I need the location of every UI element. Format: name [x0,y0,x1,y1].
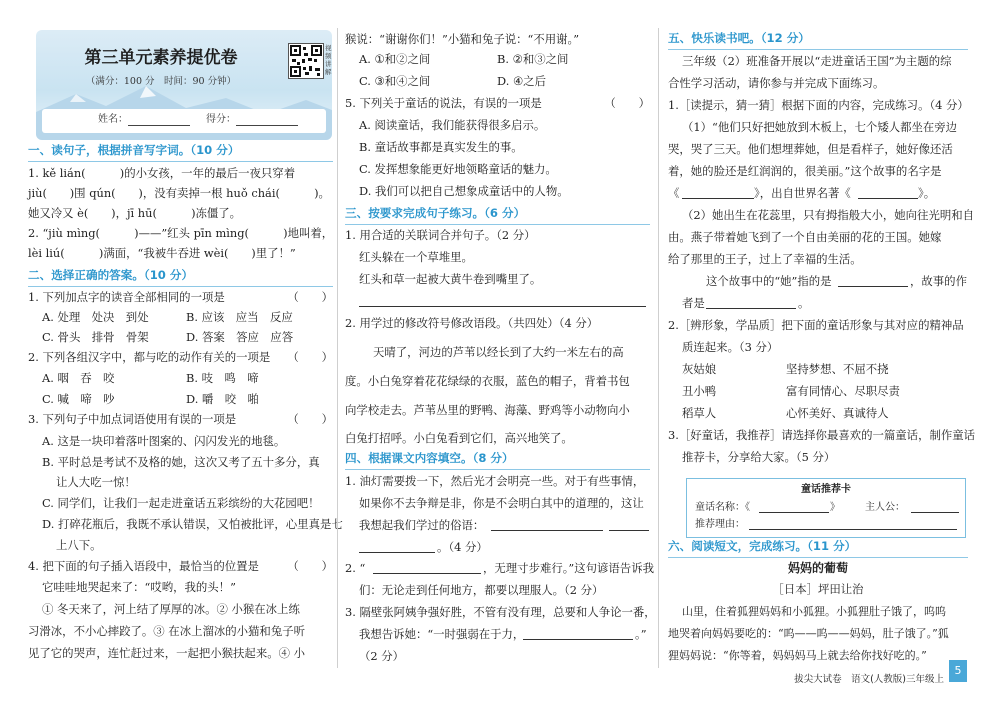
s5-q1-text-6: 给了那里的王子，过上了幸福的生活。 [668,252,862,266]
section-1-title: 一、读句子，根据拼音写字词。（10 分） [28,143,240,157]
s4-q3-line-1: 3. 隔壁张阿姨争强好胜，不管有没有理，总要和人争论一番， [345,605,656,619]
s5-q3: 3.［好童话，我推荐］请选择你最喜欢的一篇童话，制作童话 [668,428,976,442]
qr-video-tag: 视频讲解 [325,44,332,76]
story-title: 妈妈的葡萄 [787,561,848,575]
match-left-2[interactable]: 丑小鸭 [682,384,717,398]
s4-q1-score: 。（4 分） [437,540,488,554]
card-reason-label: 推荐理由： [695,519,745,530]
section-divider [345,224,650,225]
name-score-bar [42,109,326,133]
section-6-title: 六、阅读短文，完成练习。（11 分） [668,539,857,553]
header-card [36,30,332,140]
answer-paren[interactable]: （ ） [287,559,333,573]
column-left [28,0,343,707]
section-divider [668,49,968,50]
s5-q1-text-9: 者是 [682,296,705,310]
s2-q2-option-a[interactable]: A. 咽 吞 咬 [42,371,115,385]
story-line-2: 地哭着向妈妈要吃的：“呜——呜——妈妈，肚子饿了。”狐 [668,627,949,640]
s2-q2-option-d[interactable]: D. 嚼 咬 啪 [186,392,259,406]
s2-q4: 4. 把下面的句子插入语段中，最恰当的位置是 [28,559,259,573]
s2-q3-option-d-cont: 上八下。 [56,538,102,552]
s3-q1-answer-line[interactable] [359,306,646,307]
card-hero-label: 主人公： [865,502,905,513]
story-line-3: 狸妈妈说：“你等着，妈妈妈马上就去给你找好吃的。” [668,649,927,662]
s2-q1-option-b[interactable]: B. 应该 应当 反应 [186,310,293,324]
s5-q1-blank-story[interactable] [682,198,754,199]
s5-q2-cont: 质连起来。（3 分） [682,340,779,354]
s5-q2: 2.［辨形象，学品质］把下面的童话形象与其对应的精神品 [668,318,964,332]
s4-q3-end: 。” [635,627,647,641]
s2-q3-option-c[interactable]: C. 同学们，让我们一起走进童话五彩缤纷的大花园吧！ [42,496,320,510]
s5-q1-blank-author[interactable] [706,308,796,309]
s2-q4-option-a[interactable]: A. ①和②之间 [359,52,431,66]
s4-q1-blank-3[interactable] [359,552,435,553]
section-2-title: 二、选择正确的答案。（10 分） [28,268,194,282]
answer-paren[interactable]: （ ） [287,290,333,304]
card-name-label: 童话名称：《 [695,502,750,513]
page-footer: 拔尖大试卷 语文(人教版)三年级上 [794,674,944,685]
answer-paren[interactable]: （ ） [287,350,333,364]
answer-paren[interactable]: （ ） [604,96,650,110]
s4-q1-line-1: 1. 油灯需要拨一下，然后光才会明亮一些。对于有些事情， [345,474,645,488]
s2-q4-option-d[interactable]: D. ④之后 [497,74,546,88]
match-left-3[interactable]: 稻草人 [682,406,717,420]
s3-q1-sentence-2: 红头和草一起被大黄牛卷到嘴里了。 [359,272,542,286]
s1-line-1: 1. kě lián( )的小女孩，一年的最后一夜只穿着 [28,166,296,180]
s5-q1-text-7: 这个故事中的“她”指的是 [706,274,832,288]
card-hero-field[interactable] [911,512,959,513]
s2-q2: 2. 下列各组汉字中，都与吃的动作有关的一项是 [28,350,271,364]
s5-q1-text-2: 哭，哭了三天。他们想埋葬她，但是看样子，她好像还活 [668,142,953,156]
s5-intro-2: 合性学习活动，请你参与并完成下面练习。 [668,76,885,90]
score-field[interactable] [236,125,298,126]
s5-q1-blank-she[interactable] [838,286,908,287]
s3-q1: 1. 用合适的关联词合并句子。（2 分） [345,228,536,242]
s2-q4-sentence: 它哇哇地哭起来了：“哎哟，我的头！” [42,580,236,594]
recommendation-card [686,478,966,538]
column-right [668,0,976,707]
s4-q3-blank[interactable] [523,639,633,640]
s4-q1-blank-2[interactable] [609,530,649,531]
column-divider [658,28,659,668]
s2-q4-option-b[interactable]: B. ②和③之间 [497,52,569,66]
s5-q1-text-10: 。 [798,296,810,310]
card-reason-field[interactable] [749,529,957,530]
s2-q2-option-c[interactable]: C. 喊 啼 吵 [42,392,115,406]
s5-q1-text-4: （2）她出生在花蕊里，只有拇指般大小，她向往光明和自 [682,208,975,222]
s5-q1-text-1: （1）“他们只好把她放到木板上，七个矮人都坐在旁边 [682,120,958,134]
section-divider [345,469,650,470]
s2-q5-option-c[interactable]: C. 发挥想象能更好地领略童话的魅力。 [359,162,557,176]
s1-line-5: lèi liú( )满面，“我被牛吞进 wèi( )里了！” [28,246,296,260]
card-name-end: 》 [830,502,840,513]
s4-q2-rest: ，无理寸步难行。”这句谚语告诉我 [483,561,654,575]
s2-q3-option-d[interactable]: D. 打碎花瓶后，我既不承认错误，又怕被批评，心里真是七 [42,517,343,531]
s5-q3-cont: 推荐卡，分享给大家。（5 分） [682,450,836,464]
name-label: 姓名： [98,114,128,125]
s4-q2-start: 2. “ [345,561,366,575]
s1-line-3: 她又冷又 è( )，jī hū( )冻僵了。 [28,206,242,220]
section-divider [28,161,333,162]
s5-q1-text-3: 着，她的脸还是红润润的，很美丽。”这个故事的名字是 [668,164,942,178]
story-author: ［日本］坪田让治 [772,582,864,596]
s3-q2: 2. 用学过的修改符号修改语段。（共四处）（4 分） [345,316,599,330]
s2-q3-option-b[interactable]: B. 平时总是考试不及格的她，这次又考了五十多分，真 [42,455,320,469]
s3-q2-passage-3: 向学校走去。芦苇丛里的野鸭、海藻、野鸡等小动物向小 [345,403,630,417]
s4-q2-line-2: 们：无论走到任何地方，都要以理服人。（2 分） [359,583,604,597]
s5-q1-book-mid: 》，出自世界名著《 [754,186,851,200]
s2-q4-passage-2: 习滑冰，不小心摔跤了。③ 在冰上溜冰的小猫和兔子听 [28,624,305,638]
s4-q1-blank-1[interactable] [491,530,603,531]
s2-q3: 3. 下列句子中加点词语使用有误的一项是 [28,412,237,426]
score-label: 得分： [206,114,236,125]
s2-q5-option-a[interactable]: A. 阅读童话，我们能获得很多启示。 [359,118,546,132]
s4-q3-line-2: 我想告诉她：“一时强弱在于力， [359,627,525,641]
s2-q3-option-a[interactable]: A. 这是一块印着落叶图案的、闪闪发光的地毯。 [42,434,286,448]
s5-q1-blank-book[interactable] [858,198,918,199]
s2-q4-passage-4: 猴说：“谢谢你们！”小猫和兔子说：“不用谢。” [345,32,580,46]
s3-q1-sentence-1: 红头躲在一个草堆里。 [359,250,473,264]
section-4-title: 四、根据课文内容填空。（8 分） [345,451,514,465]
s5-q1-text-8: ，故事的作 [910,274,967,288]
s2-q1-option-c[interactable]: C. 骨头 排骨 骨架 [42,330,149,344]
s3-q2-passage-2: 度。小白兔穿着花花绿绿的衣服，蓝色的帽子，背着书包 [345,374,630,388]
s1-line-4: 2. “jiù mìng( )——”红头 pīn mìng( )地叫着， [28,226,334,240]
card-name-field[interactable] [759,512,829,513]
s2-q4-option-c[interactable]: C. ③和④之间 [359,74,431,88]
s5-q1-text-5: 由。燕子带着她飞到了一个自由美丽的花的王国。她嫁 [668,230,942,244]
s3-q2-passage-4: 白兔打招呼。小白兔看到它们，高兴地笑了。 [345,431,573,445]
section-5-title: 五、快乐读书吧。（12 分） [668,31,810,45]
s4-q1-line-2: 如果你不去争辩是非，你是不会明白其中的道理的，这让 [359,496,644,510]
s2-q3-option-b-cont: 让人大吃一惊！ [56,475,136,489]
s2-q5: 5. 下列关于童话的说法，有误的一项是 [345,96,542,110]
s2-q4-passage-1: ① 冬天来了，河上结了厚厚的冰。② 小猴在冰上练 [42,602,300,616]
column-divider [337,28,338,668]
s4-q2-blank[interactable] [373,573,481,574]
s5-q1: 1.［读提示，猜一猜］根据下面的内容，完成练习。（4 分） [668,98,969,112]
s2-q4-passage-3: 见了它的哭声，连忙赶过来，一起把小猴扶起来。④ 小 [28,646,305,660]
page-number: 5 [949,660,967,682]
match-left-1[interactable]: 灰姑娘 [682,362,717,376]
s1-line-2: jiù( )围 qún( )，没有卖掉一根 huǒ chái( )。 [28,186,330,200]
name-field[interactable] [128,125,190,126]
s2-q5-option-d[interactable]: D. 我们可以把自己想象成童话中的人物。 [359,184,569,198]
s3-q2-passage-1: 天晴了，河边的芦苇以经长到了大约一米左右的高 [373,345,624,359]
s5-q1-book-close: 》。 [918,186,936,200]
s2-q2-option-b[interactable]: B. 吱 鸣 啼 [186,371,259,385]
story-line-1: 山里，住着狐狸妈妈和小狐狸。小狐狸肚子饿了，呜呜 [682,605,946,618]
s4-q3-score: （2 分） [359,649,405,663]
s4-q1-line-3: 我想起我们学过的俗语： [359,518,485,532]
s2-q1-option-a[interactable]: A. 处理 处决 到处 [42,310,149,324]
match-right-3[interactable]: 心怀美好、真诚待人 [786,406,889,420]
match-right-1[interactable]: 坚持梦想、不屈不挠 [786,362,889,376]
s2-q1: 1. 下列加点字的读音全部相同的一项是 [28,290,225,304]
match-right-2[interactable]: 富有同情心、尽职尽责 [786,384,900,398]
section-3-title: 三、按要求完成句子练习。（6 分） [345,206,526,220]
answer-paren[interactable]: （ ） [287,412,333,426]
qr-code-icon[interactable] [288,43,324,79]
page-title: 第三单元素养提优卷 [84,48,238,68]
page-subtitle: （满分：100 分 时间：90 分钟） [85,76,237,87]
section-divider [28,286,333,287]
card-title: 童话推荐卡 [801,484,851,495]
s2-q5-option-b[interactable]: B. 童话故事都是真实发生的事。 [359,140,523,154]
section-divider [668,557,968,558]
s5-intro-1: 三年级（2）班准备开展以“走进童话王国”为主题的综 [682,54,952,68]
s5-q1-book-open: 《 [668,186,680,200]
s2-q1-option-d[interactable]: D. 答案 答应 应答 [186,330,294,344]
column-middle [345,0,656,707]
